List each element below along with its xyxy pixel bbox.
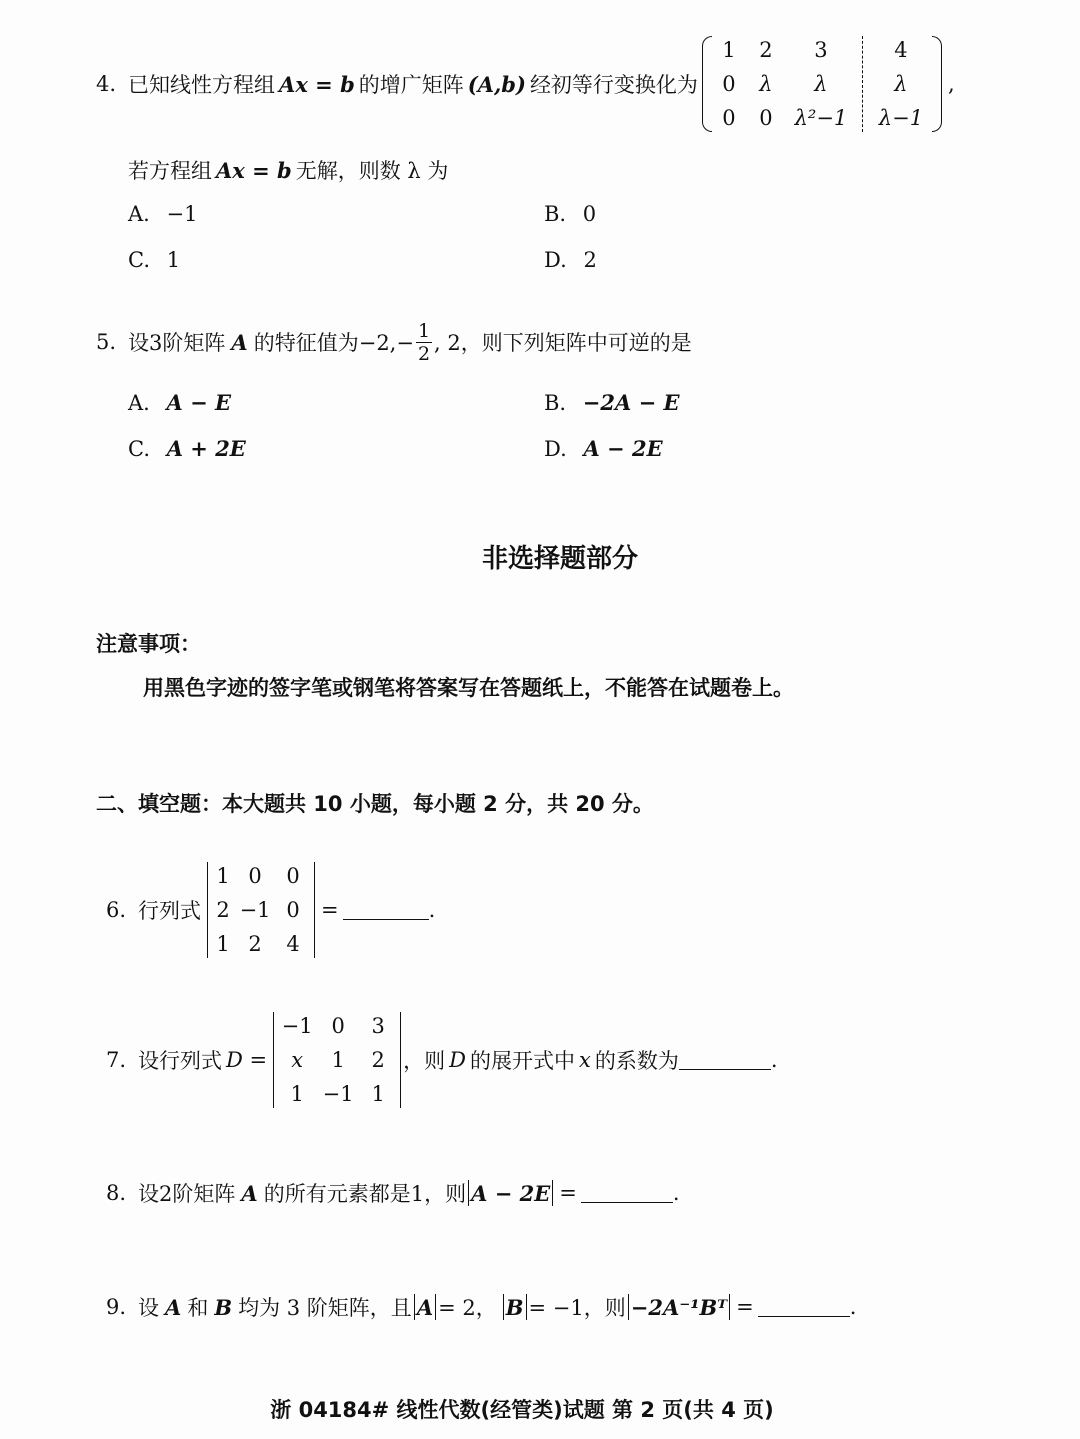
q4-text-post: 经初等行变换化为 (529, 73, 698, 97)
q4-line2-pre: 若方程组 (128, 159, 212, 183)
q8-var: A (241, 1180, 258, 1206)
q6-end: . (428, 898, 436, 922)
q5-var: A (231, 329, 248, 355)
q4-m-1-1: λ (759, 72, 773, 96)
q4-m-1-3: λ (894, 72, 908, 96)
q7-text-pre: 设行列式 (138, 1049, 223, 1073)
abs-bar-right (552, 1180, 553, 1206)
q5-option-a[interactable] (128, 390, 231, 415)
option-label: B. (544, 391, 567, 415)
q6-m-1-2: 0 (286, 898, 300, 922)
abs-bar-right (435, 1294, 436, 1320)
q7-m-0-1: 0 (331, 1014, 345, 1038)
q9-end: . (849, 1295, 857, 1319)
fraction-numerator: 1 (417, 319, 431, 342)
abs-bar-left (628, 1294, 629, 1320)
q8-text-mid: 的所有元素都是1，则 (263, 1182, 467, 1206)
q4-text-mid: 的增广矩阵 (358, 73, 464, 97)
question-7 (106, 1008, 778, 1112)
q4-number: 4. (96, 72, 117, 96)
q7-m-1-0: x (291, 1048, 304, 1072)
option-label: D. (544, 248, 567, 272)
q4-option-b[interactable] (544, 202, 596, 226)
q9-det-a: A (416, 1294, 434, 1320)
q7-m-0-0: −1 (281, 1014, 313, 1038)
q4-m-0-2: 3 (814, 38, 828, 62)
q4-line2 (128, 155, 448, 185)
q7-var3: x (579, 1048, 591, 1072)
option-value: −2A − E (582, 390, 680, 415)
abs-bar-left (503, 1294, 504, 1320)
q7-answer-blank[interactable] (679, 1051, 771, 1070)
q5-text-pre: 设3阶矩阵 (128, 331, 226, 355)
q6-m-1-0: 2 (216, 898, 230, 922)
option-value: 0 (582, 202, 597, 226)
q4-option-d[interactable] (544, 248, 597, 272)
q6-equals: = (321, 898, 339, 922)
abs-bar-left (414, 1294, 415, 1320)
q5-number: 5. (96, 330, 117, 354)
q4-m-1-0: 0 (722, 72, 736, 96)
q7-number: 7. (106, 1048, 127, 1072)
question-8 (106, 1176, 680, 1210)
notice-heading: 注意事项： (96, 632, 201, 656)
option-value: A − E (166, 390, 232, 415)
augment-separator (862, 36, 863, 132)
notice-body: 用黑色字迹的签字笔或钢笔将答案写在答题纸上，不能答在试题卷上。 (143, 676, 794, 700)
q8-number: 8. (106, 1181, 127, 1205)
option-value: −1 (166, 202, 198, 226)
option-label: A. (128, 391, 150, 415)
q4-augmented: (A,b) (467, 71, 526, 97)
q6-m-0-2: 0 (286, 864, 300, 888)
option-label: C. (128, 248, 150, 272)
q5-option-b[interactable] (544, 390, 680, 415)
q8-end: . (672, 1181, 680, 1205)
q8-text-pre: 设2阶矩阵 (138, 1182, 236, 1206)
q6-number: 6. (106, 898, 127, 922)
part2-heading: 二、填空题：本大题共 10 小题，每小题 2 分，共 20 分。 (96, 792, 654, 816)
fraction-denominator: 2 (417, 342, 431, 365)
q5-text-mid: 的特征值为−2,− (253, 331, 414, 355)
q6-determinant (205, 862, 317, 958)
option-label: D. (544, 437, 567, 461)
q7-text-post2: 的展开式中 (470, 1049, 575, 1073)
q8-expr: A − 2E (471, 1180, 551, 1206)
question-5 (96, 314, 692, 370)
q4-text-pre: 已知线性方程组 (128, 73, 276, 97)
option-label: C. (128, 437, 150, 461)
q6-m-2-0: 1 (216, 932, 230, 956)
q7-var2: D (449, 1048, 466, 1072)
q9-det-b: B (505, 1294, 524, 1320)
q4-m-2-1: 0 (759, 106, 773, 130)
q9-text1: 设 (138, 1296, 160, 1320)
q9-answer-blank[interactable] (758, 1298, 850, 1317)
q5-text-post: , 2，则下列矩阵中可逆的是 (434, 331, 692, 355)
abs-bar-left (468, 1180, 469, 1206)
q6-m-2-1: 2 (248, 932, 262, 956)
q6-text-pre: 行列式 (138, 899, 202, 923)
q4-trail: , (947, 72, 955, 96)
q9-expr: −2A⁻¹Bᵀ (630, 1294, 728, 1320)
q4-m-2-0: 0 (722, 106, 736, 130)
q7-text-post3: 的系数为 (594, 1049, 679, 1073)
q6-m-0-1: 0 (248, 864, 262, 888)
q4-m-0-3: 4 (894, 38, 908, 62)
q5-fraction (416, 320, 432, 365)
question-4 (96, 32, 955, 136)
section-title: 非选择题部分 (481, 544, 638, 574)
q4-option-a[interactable] (128, 202, 198, 226)
q6-m-2-2: 4 (286, 932, 300, 956)
q9-equals: = (736, 1295, 754, 1319)
option-value: 2 (583, 248, 597, 272)
abs-bar-right (526, 1294, 527, 1320)
q8-equals: = (559, 1181, 577, 1205)
option-label: A. (128, 202, 150, 226)
q9-det-b-val: = −1，则 (528, 1296, 626, 1320)
q4-equation: Ax = b (279, 71, 355, 97)
q6-m-0-0: 1 (216, 864, 230, 888)
q7-var: D = (226, 1048, 268, 1072)
option-value: 1 (166, 248, 181, 272)
q9-number: 9. (106, 1295, 127, 1319)
q9-text3: 均为 3 阶矩阵，且 (238, 1296, 412, 1320)
q4-option-c[interactable] (128, 248, 180, 272)
option-label: B. (544, 202, 567, 226)
q9-var-b: B (214, 1294, 233, 1320)
q5-option-c[interactable] (128, 436, 246, 461)
q7-m-2-0: 1 (290, 1082, 304, 1106)
q6-m-1-1: −1 (239, 898, 271, 922)
q7-determinant (271, 1012, 403, 1108)
q7-m-2-1: −1 (322, 1082, 354, 1106)
page-footer: 浙 04184# 线性代数(经管类)试题 第 2 页(共 4 页) (270, 1398, 774, 1422)
q6-answer-blank[interactable] (343, 901, 429, 920)
q9-text2: 和 (187, 1296, 209, 1320)
abs-bar-right (729, 1294, 730, 1320)
q4-m-1-2: λ (814, 72, 828, 96)
q4-augmented-matrix (702, 36, 942, 132)
q7-m-1-2: 2 (371, 1048, 385, 1072)
q7-m-1-1: 1 (331, 1048, 345, 1072)
q4-m-2-2: λ²−1 (794, 106, 848, 130)
q4-m-0-0: 1 (722, 38, 736, 62)
question-6 (106, 858, 435, 962)
q4-line2-eq: Ax = b (216, 157, 292, 183)
q8-answer-blank[interactable] (581, 1184, 673, 1203)
question-9 (106, 1290, 856, 1324)
q4-m-2-3: λ−1 (878, 106, 924, 130)
q7-m-2-2: 1 (371, 1082, 385, 1106)
option-value: A − 2E (583, 436, 663, 461)
option-value: A + 2E (166, 436, 246, 461)
q4-line2-post: 无解，则数 λ 为 (295, 159, 449, 183)
q7-text-post1: ，则 (403, 1049, 446, 1073)
q9-det-a-val: = 2， (438, 1296, 497, 1320)
q7-end: . (770, 1048, 778, 1072)
q7-m-0-2: 3 (371, 1014, 385, 1038)
q9-var-a: A (165, 1294, 182, 1320)
q5-option-d[interactable] (544, 436, 663, 461)
q4-m-0-1: 2 (759, 38, 773, 62)
